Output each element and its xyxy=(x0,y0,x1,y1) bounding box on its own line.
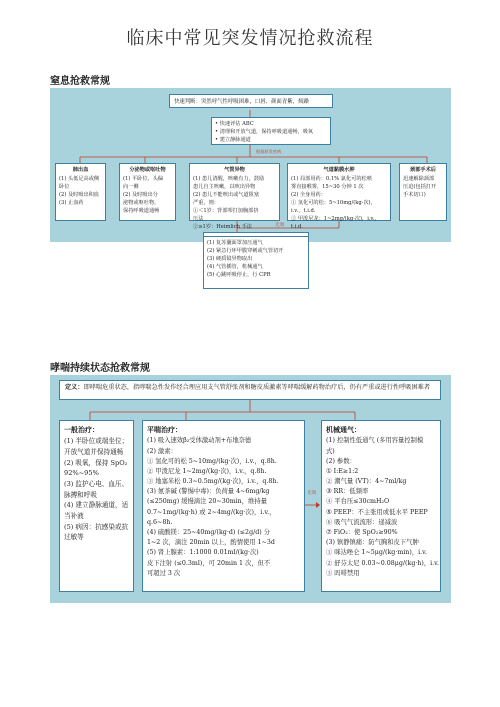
treatment-line: (1) 控制性低通气 (多用容量控制模 xyxy=(326,437,424,445)
treatment-line: 皮下注射 (≤0.3ml)，可 20min 1 次，但不 xyxy=(147,559,271,567)
general-treatment-box xyxy=(59,420,134,592)
treatment-line: (4) 建立静脉通道，适 xyxy=(64,501,129,510)
treatment-line: ① 氢化可的松 5~10mg/(kg·次)，i.v.，q.8h. xyxy=(147,457,277,465)
treatment-line: ④ 平台压≤30cmH₂O xyxy=(326,498,390,506)
treatment-line: (1) 吸入速效β₂受体激动剂+布地奈德 xyxy=(147,437,252,445)
treatment-line: (3) 镇静镇痛：防气胸和皮下气肿 xyxy=(326,539,419,547)
escalation-line: (1) 复苏囊面罩加压通气 xyxy=(207,240,263,246)
step-item: • 快速评估 ABC xyxy=(215,121,254,127)
cause-line: (1) 头低足高或侧 xyxy=(59,176,100,183)
cause-line: (1) 平卧位，头偏 xyxy=(123,176,164,183)
cause-head: 气道黏膜水肿 xyxy=(323,167,355,173)
section-title-asthma: 哮喘持续状态抢救常规 xyxy=(50,363,150,374)
section-title-asphyxia: 窒息抢救常规 xyxy=(50,76,110,87)
treatment-line: (2) 激素： xyxy=(147,447,177,455)
cause-line: 泌物或呕吐物， xyxy=(123,200,160,207)
treatment-line: ⑦ FiO₂：使 SpO₂≥90% xyxy=(326,529,398,537)
treatment-line: 可超过 3 次 xyxy=(147,569,181,577)
treatment-line: q.6~8h. xyxy=(147,518,173,526)
antiasthma-treatment-box xyxy=(142,420,305,592)
treatment-line: ① 咪达唑仑 1~5μg/(kg·min)，i.v. xyxy=(326,549,427,557)
treatment-line: 开放气道并保持通畅 xyxy=(64,448,124,456)
treatment-line: (2) 吸氧，保持 SpO₂ xyxy=(64,458,128,467)
escalation-line: (5) 心跳呼吸停止，行 CPR xyxy=(207,272,271,279)
cause-line: (3) 止血药 xyxy=(59,200,84,207)
treatment-line: 当补液 xyxy=(64,512,84,521)
escalation-line: (2) 紧急行环甲膜穿刺或气管切开 xyxy=(207,248,284,255)
cause-line: (2) 全身用药： xyxy=(291,192,326,199)
cause-line: (2) 及时吸出分 xyxy=(123,192,158,199)
treatment-line: (3) 监护心电、血压、 xyxy=(64,480,129,489)
treatment-line: ① I:E≥1:2 xyxy=(326,467,359,475)
definition-text: 即哮喘危重状态，指哮喘急性发作经合理应用支气管舒张剂和糖皮质激素等哮喘缓解药物治疗后，仍有严重或进行性呼吸困难者 xyxy=(83,384,431,391)
cause-line: ① 氢化可的松：5~10mg/(kg·次)， xyxy=(291,200,376,207)
cause-line: 雾直接喉雾，15~30 分钟 1 次 xyxy=(291,184,364,191)
cause-line: 迅速解除颈部 xyxy=(403,176,435,183)
cause-line: 压法 xyxy=(193,216,204,223)
treatment-line: (5) 肾上腺素：1:1000 0.01ml/(kg·次) xyxy=(147,549,259,557)
cause-line: (2) 患儿不能咳出或气道阻塞 xyxy=(193,192,260,199)
cause-line: t.i.d. xyxy=(291,224,304,231)
rapid-judgement-text: 快速判断：突然呼气性呼吸困难，口唇、颜面青紫，烦躁 xyxy=(174,99,309,105)
cause-head: 分泌物或呕吐物 xyxy=(129,167,166,173)
mechanical-ventilation-box xyxy=(321,420,441,592)
treatment-line: ② 潮气量 (VT)：4~7ml/kg xyxy=(326,478,407,486)
treatment-line: ② 舒芬太尼 0.03~0.08μg/(kg·h)，i.v. xyxy=(326,559,439,567)
antiasthma-treatment-head: 平喘治疗： xyxy=(147,425,182,434)
treatment-line: ③ RR：低频率 xyxy=(326,488,369,496)
treatment-line: 过敏等 xyxy=(64,533,84,542)
mechanical-ventilation-head: 机械通气： xyxy=(326,425,361,434)
page-title: 临床中常见突发情况抢救流程 xyxy=(126,28,374,49)
cause-line: (2) 及时吸出积血 xyxy=(59,192,100,199)
treatment-line: (≤250mg) 缓慢滴注 20~30min，维持量 xyxy=(147,498,267,506)
treatment-line: (5) 病因：抗感染或抗 xyxy=(64,522,129,531)
treatment-line: ⑥ 吸气气流流形：递减波 xyxy=(326,518,398,526)
treatment-line: 1~2 次，滴注 20min 以上，酌情使用 1~3d xyxy=(147,539,275,547)
cause-line: ①＜1岁：背部叩打加胸部挤 xyxy=(193,208,259,215)
branch-label: 根据原发疾病 xyxy=(256,149,282,154)
cause-line: 患儿自主咳嗽，以咳出异物 xyxy=(193,184,256,191)
cause-line: ② 甲泼尼龙：1~2mg/(kg·次)，i.v.， xyxy=(291,216,380,223)
treatment-line: 式) xyxy=(326,447,335,455)
treatment-line: 0.7~1mg/(kg·h) 或 2~4mg/(kg·次)，i.v.， xyxy=(147,508,276,516)
treatment-line: (1) 半卧位或端坐位； xyxy=(64,437,129,446)
treatment-line: ③ 吗啡禁用 xyxy=(326,569,360,577)
cause-line: (1) 局部用药：0.1% 氯化可的松喷 xyxy=(291,176,372,183)
treatment-line: (4) 硫酸镁：25~40mg/(kg·d) (≤2g/d) 分 xyxy=(147,529,271,537)
invalid-label: 无效 xyxy=(307,491,317,496)
treatment-line: (2) 参数： xyxy=(326,457,356,465)
treatment-line: ③ 地塞米松 0.3~0.5mg/(kg·次)，i.v.，q.8h. xyxy=(147,478,279,486)
treatment-line: ② 甲泼尼龙 1~2mg/(kg·次)，i.v.，q.8h. xyxy=(147,467,267,475)
cause-head: 颈部手术后 xyxy=(410,167,436,173)
step-item: • 建立静脉通道 xyxy=(215,137,251,144)
cause-line: 保持呼吸道通畅 xyxy=(123,208,160,215)
cause-line: 卧位 xyxy=(59,184,70,191)
cause-line: i.v.，t.i.d. xyxy=(291,208,316,215)
cause-line: 向一侧 xyxy=(123,184,139,191)
asthma-definition-box xyxy=(59,380,441,400)
treatment-line: (3) 氨茶碱 (警惕中毒)：负荷量 4~6mg/kg xyxy=(147,488,270,496)
step-item: • 清理和开放气道，保持呼吸道通畅，吸氧 xyxy=(215,129,314,136)
treatment-line: ⑤ PEEP：不主张用或低水平 PEEP xyxy=(326,508,428,516)
cause-head: 肺出血 xyxy=(72,167,89,173)
definition-label: 定义： xyxy=(65,384,84,391)
cause-line: 手术切口) xyxy=(403,192,426,199)
treatment-line: 92%~95% xyxy=(64,469,99,478)
treatment-line: 脉搏和呼吸 xyxy=(64,490,97,499)
cause-head: 气管异物 xyxy=(224,167,245,173)
cause-line: 严重，则： xyxy=(193,200,219,207)
cause-line: 压迫(包括打开 xyxy=(403,184,437,191)
cause-line: (1) 患儿清醒，咳嗽有力，鼓励 xyxy=(193,176,265,183)
general-treatment-head: 一般治疗： xyxy=(64,425,99,434)
escalation-line: (3) 硬质镜异物取出 xyxy=(207,256,253,263)
cause-line: ②≥1岁：Heimlich 手法 xyxy=(193,224,252,231)
escalation-line: (4) 气管插管，机械通气 xyxy=(207,264,263,271)
invalid-label: 无效 xyxy=(275,223,285,228)
